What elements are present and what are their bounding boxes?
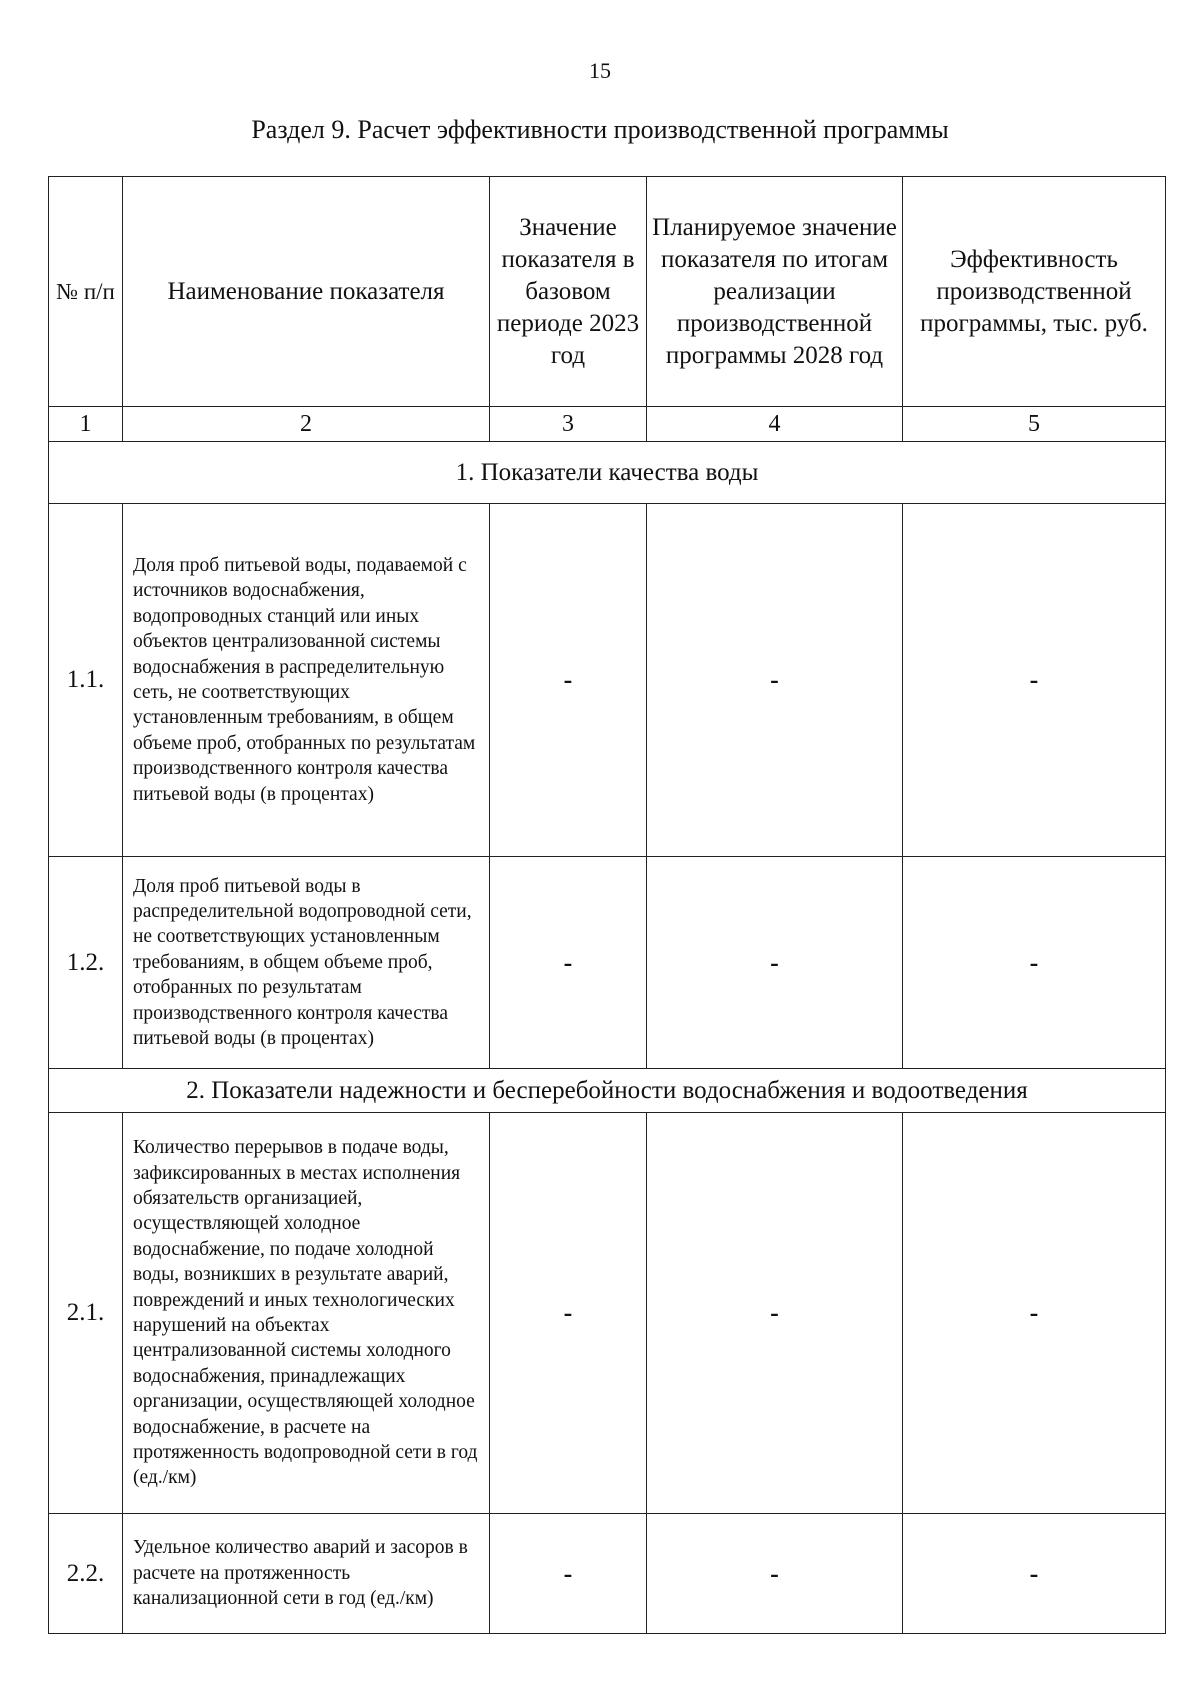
row-efficiency-value: - (903, 1113, 1166, 1514)
table-row (49, 504, 1166, 857)
row-efficiency-value: - (903, 857, 1166, 1069)
row-code: 2.2. (49, 1514, 123, 1634)
row-planned-value: - (647, 1113, 903, 1514)
group-title-row (49, 442, 1166, 504)
header-efficiency: Эффективность производственной программы, тыс. руб. (903, 177, 1166, 407)
row-base-value: - (490, 1514, 647, 1634)
row-planned-value: - (647, 857, 903, 1069)
column-number: 4 (647, 407, 903, 442)
row-name: Удельное количество аварий и засоров в расчете на протяженность канализационной сети в год (ед./км) (123, 1514, 490, 1634)
table-row (49, 1113, 1166, 1514)
table-row (49, 1514, 1166, 1634)
row-name: Количество перерывов в подаче воды, зафиксированных в местах исполнения обязательств организацией, осуществляющей холодное водоснабжение, по подаче холодной воды, возникших в результате аварий, повреждений и иных технологических нарушений на объектах централизованной системы холодного водоснабжения, принадлежащих организации, осуществляющей холодное водоснабжение, в расчете на протяженность водопроводной сети в год (ед./км) (123, 1113, 490, 1514)
row-name: Доля проб питьевой воды в распределительной водопроводной сети, не соответствующих установленным требованиям, в общем объеме проб, отобранных по результатам производственного контроля качества питьевой воды (в процентах) (123, 857, 490, 1069)
row-name: Доля проб питьевой воды, подаваемой с источников водоснабжения, водопроводных станций или иных объектов централизованной системы водоснабжения в распределительную сеть, не соответствующих установленным требованиям, в общем объеме проб, отобранных по результатам производственного контроля качества питьевой воды (в процентах) (123, 504, 490, 857)
header-num: № п/п (49, 177, 123, 407)
group-title-row (49, 1069, 1166, 1113)
row-code: 1.2. (49, 857, 123, 1069)
row-planned-value: - (647, 504, 903, 857)
efficiency-table (48, 176, 1166, 1634)
row-planned-value: - (647, 1514, 903, 1634)
section-title: Раздел 9. Расчет эффективности производственной программы (251, 115, 949, 144)
column-number-row (49, 407, 1166, 442)
row-base-value: - (490, 1113, 647, 1514)
row-code: 1.1. (49, 504, 123, 857)
row-efficiency-value: - (903, 504, 1166, 857)
table-row (49, 857, 1166, 1069)
header-base: Значение показателя в базовом периоде 2023 год (490, 177, 647, 407)
header-planned: Планируемое значение показателя по итогам реализации производственной программы 2028 год (647, 177, 903, 407)
page-number: 15 (589, 58, 611, 83)
row-base-value: - (490, 504, 647, 857)
column-number: 1 (49, 407, 123, 442)
column-number: 2 (123, 407, 490, 442)
row-code: 2.1. (49, 1113, 123, 1514)
header-name: Наименование показателя (123, 177, 490, 407)
column-number: 3 (490, 407, 647, 442)
column-number: 5 (903, 407, 1166, 442)
row-base-value: - (490, 857, 647, 1069)
header-row (49, 177, 1166, 407)
group-title: 2. Показатели надежности и бесперебойности водоснабжения и водоотведения (49, 1069, 1166, 1113)
group-title: 1. Показатели качества воды (49, 442, 1166, 504)
row-efficiency-value: - (903, 1514, 1166, 1634)
